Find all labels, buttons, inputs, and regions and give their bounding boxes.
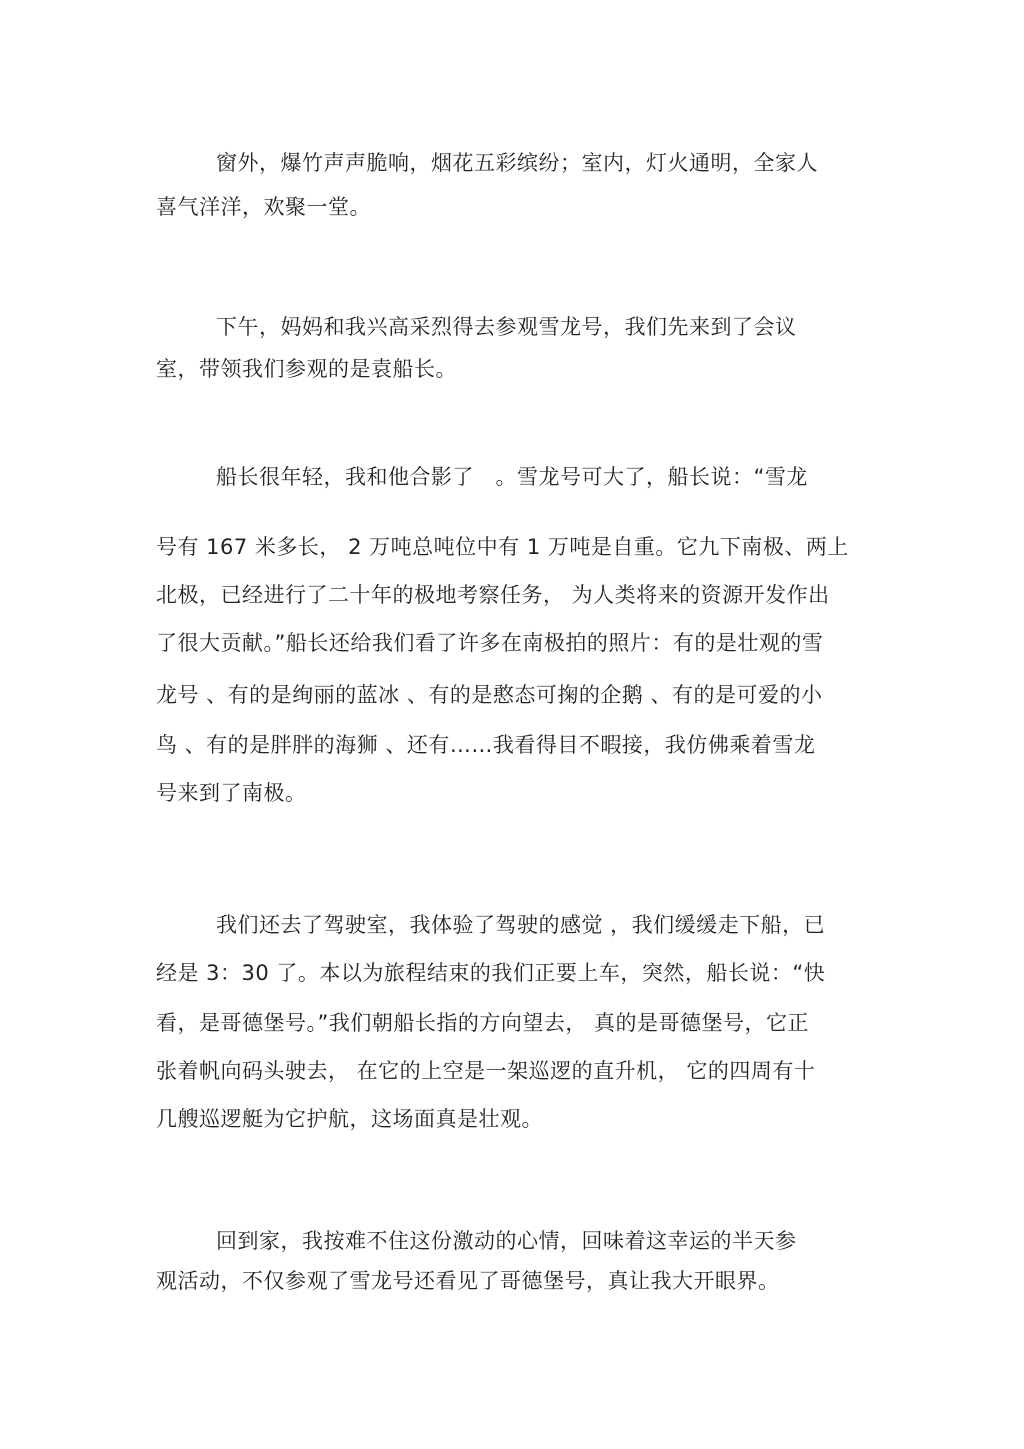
paragraph-line: 船长很年轻，我和他合影了 。雪龙号可大了，船长说：“雪龙 — [216, 465, 808, 489]
paragraph-line: 室，带领我们参观的是袁船长。 — [156, 357, 457, 381]
paragraph-line: 张着帆向码头驶去， 在它的上空是一架巡逻的直升机， 它的四周有十 — [156, 1059, 816, 1083]
paragraph-line: 号来到了南极。 — [156, 781, 307, 805]
paragraph-line: 鸟 、有的是胖胖的海狮 、还有……我看得目不暇接，我仿佛乘着雪龙 — [156, 733, 816, 757]
paragraph-line: 喜气洋洋，欢聚一堂。 — [156, 195, 371, 219]
paragraph-line: 几艘巡逻艇为它护航，这场面真是壮观。 — [156, 1107, 543, 1131]
paragraph-line: 看，是哥德堡号。”我们朝船长指的方向望去， 真的是哥德堡号，它正 — [156, 1011, 810, 1035]
paragraph-line: 观活动，不仅参观了雪龙号还看见了哥德堡号，真让我大开眼界。 — [156, 1269, 780, 1293]
paragraph-line: 北极，已经进行了二十年的极地考察任务， 为人类将来的资源开发作出 — [156, 583, 830, 607]
paragraph-line: 我们还去了驾驶室，我体验了驾驶的感觉 ，我们缓缓走下船，已 — [216, 913, 826, 937]
paragraph-line: 回到家，我按难不住这份激动的心情，回味着这幸运的半天参 — [216, 1229, 797, 1253]
paragraph-line: 经是 3：30 了。本以为旅程结束的我们正要上车，突然，船长说：“快 — [156, 961, 826, 985]
paragraph-line: 窗外，爆竹声声脆响，烟花五彩缤纷；室内，灯火通明，全家人 — [216, 151, 818, 175]
paragraph-line: 号有 167 米多长， 2 万吨总吨位中有 1 万吨是自重。它九下南极、两上 — [156, 535, 849, 559]
paragraph-line: 龙号 、有的是绚丽的蓝冰 、有的是憨态可掬的企鹅 、有的是可爱的小 — [156, 683, 823, 707]
paragraph-line: 下午，妈妈和我兴高采烈得去参观雪龙号，我们先来到了会议 — [216, 315, 797, 339]
paragraph-line: 了很大贡献。”船长还给我们看了许多在南极拍的照片：有的是壮观的雪 — [156, 631, 824, 655]
